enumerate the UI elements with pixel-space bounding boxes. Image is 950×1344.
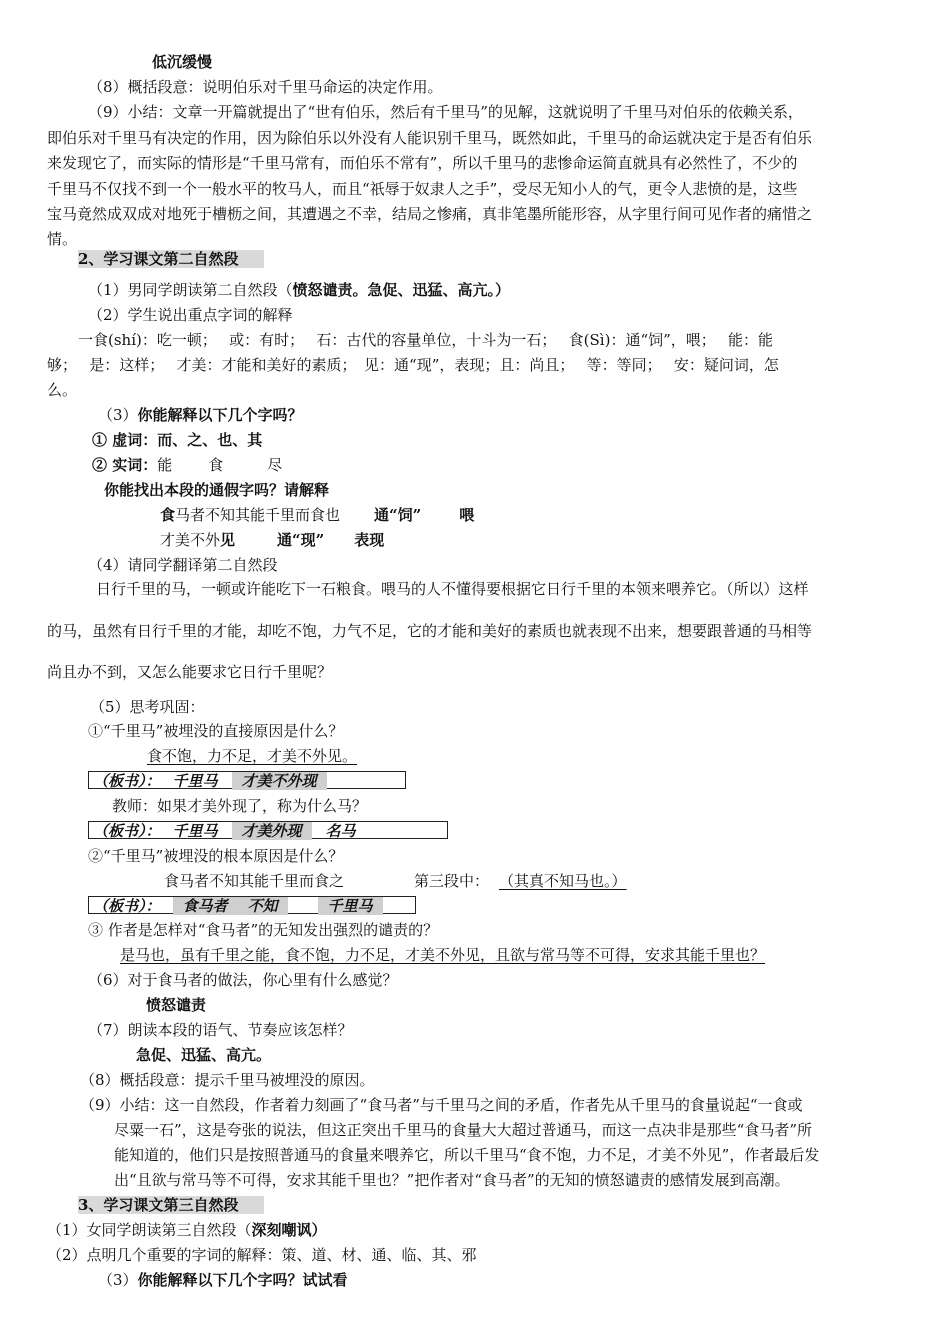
think-a1: 食不饱，力不足，才美不外见。 <box>147 747 358 765</box>
question-6: （6）对于食马者的做法，你心里有什么感觉？ <box>88 971 398 989</box>
board-1: （板书）： 千里马 才美不外现 <box>88 771 406 789</box>
s2-words-title: （2）学生说出重点字词的解释 <box>88 306 293 324</box>
think-title: （5）思考巩固： <box>90 698 205 716</box>
tongjia-1: 食马者不知其能千里而食也 通“饲” 喂 <box>160 506 475 524</box>
think-a2: 食马者不知其能千里而食之 第三段中： （其真不知马也。） <box>164 872 627 890</box>
s2-words-line-3: 么。 <box>47 381 78 399</box>
teacher-question: 教师：如果才美外现了，称为什么马？ <box>112 797 368 815</box>
question-7: （7）朗读本段的语气、节奏应该怎样？ <box>88 1021 353 1039</box>
translate-line-3: 尚且办不到，又怎么能要求它日行千里呢？ <box>47 663 333 681</box>
translate-title: （4）请同学翻译第二自然段 <box>88 556 278 574</box>
question-3: （3）你能解释以下几个字吗？ <box>98 406 303 424</box>
board-3: （板书）： 食马者 不知 千里马 <box>88 896 416 914</box>
board-2: （板书）： 千里马 才美外现 名马 <box>88 821 448 839</box>
summary-9-line-3: 来发现它了，而实际的情形是“千里马常有，而伯乐不常有”，所以千里马的悲惨命运简直就具有必然性了，不少的 <box>47 154 798 172</box>
s3-words: （2）点明几个重要的字词的解释：策、道、材、通、临、其、邪 <box>47 1246 477 1264</box>
think-q2: ②“千里马”被埋没的根本原因是什么？ <box>88 847 344 865</box>
s3-reading: （1）女同学朗读第三自然段（深刻嘲讽） <box>47 1221 327 1239</box>
summary-9b-line-4: 出“且欲与常马等不可得，安求其能千里也？”把作者对“食马者”的无知的愤怒谴责的感情发展到高潮。 <box>114 1171 790 1189</box>
think-q3: ③ 作者是怎样对“食马者”的无知发出强烈的谴责的？ <box>88 921 439 939</box>
think-a3: 是马也，虽有千里之能，食不饱，力不足，才美不外见，且欲与常马等不可得，安求其能千里也？ <box>120 946 766 964</box>
translate-line-2: 的马，虽然有日行千里的才能，却吃不饱，力气不足，它的才能和美好的素质也就表现不出来，想要跟普通的马相等 <box>47 622 813 640</box>
shici-line: ② 实词：能 食 尽 <box>92 456 283 474</box>
tone-note: 低沉缓慢 <box>152 53 213 71</box>
xuci-line: ① 虚词：而、之、也、其 <box>92 431 263 449</box>
summary-9-line-4: 千里马不仅找不到一个一般水平的牧马人，而且“祇辱于奴隶人之手”，受尽无知小人的气，更令人悲愤的是，这些 <box>47 180 798 198</box>
translate-line-1: 日行千里的马，一顿或许能吃下一石粮食。喂马的人不懂得要根据它日行千里的本领来喂养它。（所以）这样 <box>96 580 809 598</box>
think-q1: ①“千里马”被埋没的直接原因是什么？ <box>88 722 344 740</box>
summary-9-line-6: 情。 <box>47 230 78 248</box>
section-2-title: 2、学习课文第二自然段 <box>78 249 264 269</box>
s2-words-line-1: 一食(shí)：吃一顿； 或：有时； 石：古代的容量单位，十斗为一石； 食(Sì)：通“饲”，喂； 能：能 <box>78 331 774 349</box>
summary-8: （8）概括段意：说明伯乐对千里马命运的决定作用。 <box>88 78 443 96</box>
s2-reading: （1）男同学朗读第二自然段（愤怒谴责。急促、迅猛、高亢。） <box>88 281 511 299</box>
summary-9-line-2: 即伯乐对千里马有决定的作用，因为除伯乐以外没有人能识别千里马，既然如此，千里马的命运就决定于是否有伯乐 <box>47 129 813 147</box>
tongjia-question: 你能找出本段的通假字吗？请解释 <box>104 481 330 499</box>
summary-8b: （8）概括段意：提示千里马被埋没的原因。 <box>80 1071 375 1089</box>
summary-9b-line-2: 尽粟一石”，这是夸张的说法，但这正突出千里马的食量大大超过普通马，而这一点决非是那些“食马者”所 <box>114 1121 813 1139</box>
summary-9b-line-1: （9）小结：这一自然段，作者着力刻画了“食马者”与千里马之间的矛盾，作者先从千里马的食量说起“一食或 <box>80 1096 803 1114</box>
summary-9b-line-3: 能知道的，他们只是按照普通马的食量来喂养它，所以千里马“食不饱，力不足，才美不外见”，作者最后发 <box>114 1146 820 1164</box>
answer-6: 愤怒谴责 <box>146 996 207 1014</box>
answer-7: 急促、迅猛、高亢。 <box>136 1046 272 1064</box>
tongjia-2: 才美不外见 通“现” 表现 <box>160 531 385 549</box>
s3-question: （3）你能解释以下几个字吗？试试看 <box>98 1271 348 1289</box>
section-3-title: 3、学习课文第三自然段 <box>78 1195 264 1215</box>
summary-9-line-1: （9）小结：文章一开篇就提出了“世有伯乐，然后有千里马”的见解，这就说明了千里马对伯乐的依赖关系， <box>88 103 803 121</box>
summary-9-line-5: 宝马竟然成双成对地死于槽枥之间，其遭遇之不幸，结局之惨痛，真非笔墨所能形容，从字里行间可见作者的痛惜之 <box>47 205 813 223</box>
s2-words-line-2: 够； 是：这样； 才美：才能和美好的素质； 见：通“现”，表现；且：尚且； 等：等同； 安：疑问词，怎 <box>47 356 779 374</box>
